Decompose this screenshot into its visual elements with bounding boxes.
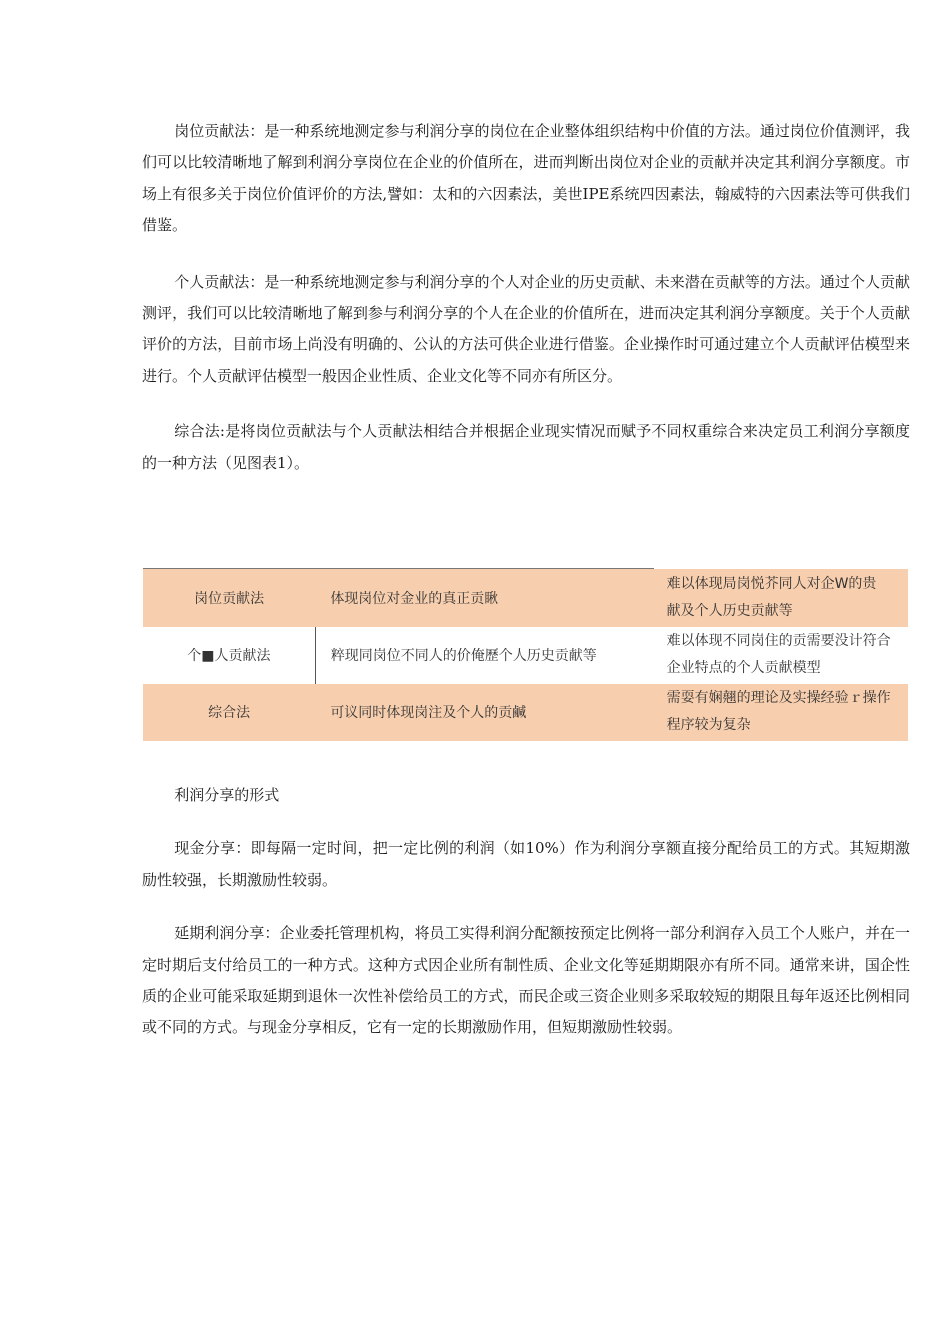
advantage-cell: 体现岗位对金业的真正贡瞅 — [315, 569, 653, 627]
advantage-cell: 粹现同岗位不同人的价俺歷个人历史贡献等 — [330, 648, 597, 664]
disadvantage-line: 程序较为复杂 — [666, 717, 751, 733]
paragraph-combined-method: 综合法:是将岗位贡献法与个人贡献法相结合并根据企业现实情况而赋予不同权重综合来决定员工利润分享额度的一种方法（见图表1）。 — [142, 422, 910, 472]
section-heading-profit-sharing-forms: 利润分享的形式 — [174, 786, 280, 804]
table-row — [143, 627, 908, 684]
document-body-continued — [142, 780, 910, 1044]
table-row — [143, 684, 908, 741]
disadvantage-line: 难以体现局岗悦芥同人对企W的贵 — [666, 575, 877, 592]
paragraph-cash-sharing: 现金分享：即每隔一定时间，把一定比例的利润（如10%）作为利润分享额直接分配给员工的方式。其短期激励性较强，长期激励性较弱。 — [142, 839, 910, 889]
method-comparison-table — [143, 568, 908, 741]
disadvantage-cell — [654, 569, 908, 627]
method-cell: 综合法 — [143, 684, 315, 741]
paragraph-personal-contribution: 个人贡献法：是一种系统地测定参与利润分享的个人对企业的历史贡献、未来潜在贡献等的方法。通过个人贡献测评，我们可以比较清晰地了解到参与利润分享的个人在企业的价值所在，进而决定其利润分享额度。关于个人贡献评价的方法，目前市场上尚没有明确的、公认的方法可供企业进行借鉴。企业操作时可通过建立个人贡献评估模型来进行。个人贡献评估模型一般因企业性质、企业文化等不同亦有所区分。 — [142, 272, 910, 385]
method-cell: 个■人贡献法 — [143, 627, 315, 684]
method-cell: 岗位贡献法 — [143, 569, 315, 627]
disadvantage-line: 献及个人历史贡献等 — [666, 602, 793, 619]
paragraph-position-contribution: 岗位贡献法：是一种系统地测定参与利润分享的岗位在企业整体组织结构中价值的方法。通过岗位价值测评，我们可以比较清晰地了解到利润分享岗位在企业的价值所在，进而判断出岗位对企业的贡献并决定其利润分享额度。市场上有很多关于岗位价值评价的方法,譬如：太和的六因素法，美世IPE系统四因素法，翰威特的六因素法等可供我们借鉴。 — [142, 122, 910, 235]
disadvantage-line: 难以体现不同岗住的贡需要没计符合 — [666, 633, 891, 649]
disadvantage-cell — [654, 684, 908, 741]
advantage-cell: 可议同时体现岗注及个人的贡鹹 — [315, 684, 653, 741]
disadvantage-line: 需耍有娴翹的理论及实操经验ｒ操作 — [666, 690, 891, 706]
document-body — [142, 116, 910, 479]
table-row — [143, 569, 908, 627]
paragraph-deferred-sharing: 延期利润分享：企业委托管理机构，将员工实得利润分配额按预定比例将一部分利润存入员工个人账户，并在一定时期后支付给员工的一种方式。这种方式因企业所有制性质、企业文化等延期期限亦有所不同。通常来讲，国企性质的企业可能采取延期到退休一次性补偿给员工的方式，而民企或三资企业则多采取较短的期限且每年返还比例相同或不同的方式。与现金分享相反，它有一定的长期激励作用，但短期激励性较弱。 — [142, 924, 910, 1037]
disadvantage-line: 企业特点的个人贡献模型 — [666, 660, 821, 676]
disadvantage-cell — [654, 627, 908, 684]
